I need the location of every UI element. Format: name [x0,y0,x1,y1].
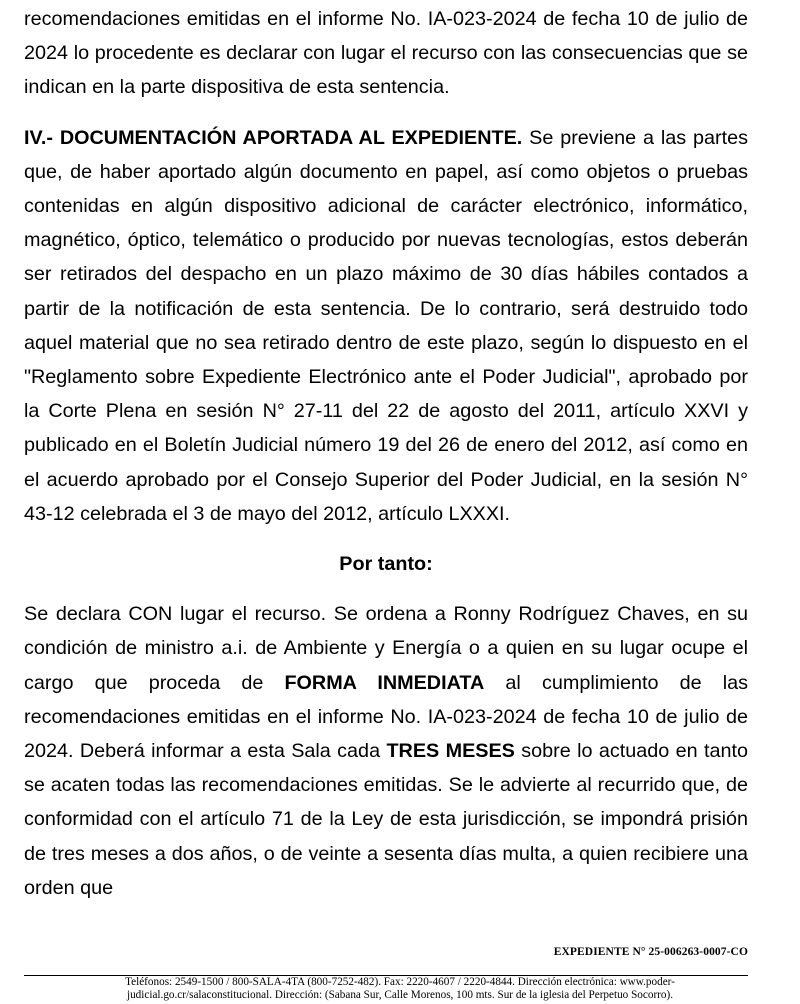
footer-contact-line2: judicial.go.cr/salaconstitucional. Dirección: (Sabana Sur, Calle Morenos, 100 mts. Sur de la iglesia del Perpetuo Socorro). [126,989,674,1001]
intro-paragraph: recomendaciones emitidas en el informe No. IA-023-2024 de fecha 10 de julio de 2024 lo procedente es declarar con lugar el recurso con las consecuencias que se indican en la parte dispositiva de esta sentencia. [24,8,748,99]
resolution-bold-tres-meses: TRES MESES [386,740,515,763]
footer-contact-info [60,976,740,1002]
paragraph-gap [24,105,748,121]
section-iv-paragraph [24,121,748,531]
resolution-text-part1: Se declara CON lugar el recurso. Se ordena a Ronny Rodríguez Chaves, en su condición de ministro a.i. de Ambiente y Energía o a quien en su lugar ocupe el cargo que proceda de [24,603,748,694]
paragraph-gap [24,581,748,597]
resolution-paragraph [24,597,748,905]
footer-contact-line1: Teléfonos: 2549-1500 / 800-SALA-4TA (800-7252-482). Fax: 2220-4607 / 2220-4844. Dirección electrónica: www.poder- [125,976,675,988]
document-body [24,2,748,905]
resolution-text-part3: sobre lo actuado en tanto se acaten todas las recomendaciones emitidas. Se le advierte al recurrido que, de conformidad con el artículo 71 de la Ley de esta jurisdicción, se impondrá prisión de tres meses a dos años, o de veinte a sesenta días multa, a quien recibiere una orden que [24,740,748,899]
resolution-bold-forma-inmediata: FORMA INMEDIATA [284,671,485,694]
paragraph-gap [24,531,748,547]
por-tanto-heading: Por tanto: [339,553,433,576]
section-iv-heading: IV.- DOCUMENTACIÓN APORTADA AL EXPEDIENTE. [24,126,523,149]
expediente-number: EXPEDIENTE N° 25-006263-0007-CO [553,946,748,958]
resolution-text-part2: al cumplimiento de las recomendaciones emitidas en el informe No. IA-023-2024 de fecha 10 de julio de 2024. Deberá informar a esta Sala cada [24,671,749,763]
section-iv-body: Se previene a las partes que, de haber aportado algún documento en papel, así como objetos o pruebas contenidas en algún dispositivo adicional de carácter electrónico, informático, magnético, óptico, telemático o producido por nuevas tecnologías, estos deberán ser retirados del despacho en un plazo máximo de 30 días hábiles contados a partir de la notificación de esta sentencia. De lo contrario, será destruido todo aquel material que no sea retirado dentro de este plazo, según lo dispuesto en el "Reglamento sobre Expediente Electrónico ante el Poder Judicial", aprobado por la Corte Plena en sesión N° 27-11 del 22 de agosto del 2011, artículo XXVI y publicado en el Boletín Judicial número 19 del 26 de enero del 2012, así como en el acuerdo aprobado por el Consejo Superior del Poder Judicial, en la sesión N° 43-12 celebrada el 3 de mayo del 2012, artículo LXXXI. [24,126,748,525]
